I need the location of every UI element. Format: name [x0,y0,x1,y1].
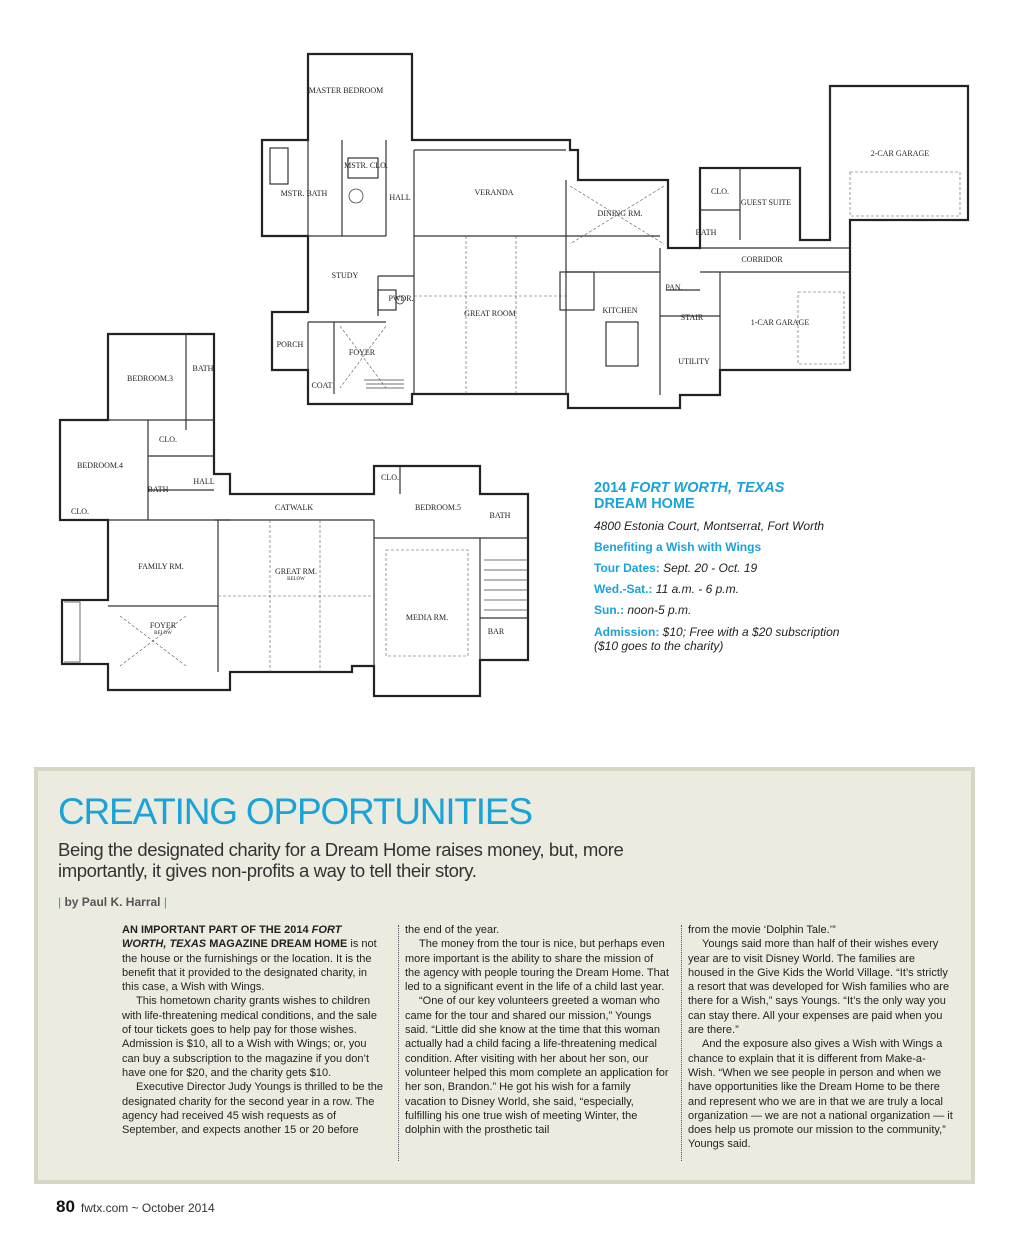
paragraph: This hometown charity grants wishes to children with life-threatening medical conditions, and the sale of tour tickets goes to help pay for those wishes. Admission is $10, all to a Wish with Wings; or, you can buy a subscription to the magazine if you don’t have one for $20, and the charity gets $10. [122,995,377,1079]
room-label: BELOW [154,631,172,636]
info-title: 2014 FORT WORTH, TEXAS [594,480,785,496]
article-column-3 [688,923,953,1152]
info-tour-dates: Tour Dates: Sept. 20 - Oct. 19 [594,561,758,575]
room-label: CATWALK [274,503,314,512]
info-wed-sat: Wed.-Sat.: 11 a.m. - 6 p.m. [594,582,739,596]
room-label: BATH [192,364,214,373]
room-label: CLO. [71,507,89,516]
dream-home-info [594,480,884,653]
room-label: DINING RM. [597,209,643,218]
paragraph: AN IMPORTANT PART OF THE 2014 FORT WORTH, TEXAS MAGAZINE DREAM HOME is not the house or the furnishings or the location. It is the benefit that it provided to the designated charity, in this case, a Wish with Wings. [122,924,377,994]
room-label: MASTER BEDROOM [308,86,384,95]
room-label: CLO. [381,473,399,482]
room-label: HALL [193,477,215,486]
room-label: BEDROOM.3 [126,374,174,383]
room-label: UTILITY [678,357,710,366]
info-admission: Admission: $10; Free with a $20 subscription ($10 goes to the charity) [594,625,840,653]
paragraph: Executive Director Judy Youngs is thrilled to be the designated charity for the second year in a row. The agency had received 45 wish requests as of September, and expects another 15 or 20 before [122,1081,384,1137]
room-label: FAMILY RM. [138,562,184,571]
room-label: 1-CAR GARAGE [750,318,810,327]
room-label: BAR [487,627,505,636]
room-label: HALL [389,193,411,202]
room-label: MSTR. CLO. [344,161,388,170]
room-label: GREAT ROOM [464,309,516,318]
room-label: CORRIDOR [741,255,783,264]
room-label: CLO. [711,187,729,196]
room-label: BELOW [287,577,305,582]
column-rule [681,925,682,1161]
room-label: PWDR. [388,294,414,303]
paragraph: “One of our key volunteers greeted a woman who came for the tour and shared our mission,” Youngs said. “Little did she know at the time that this woman actually had a child facing a life-threatening medical condition. After visiting with her about her son, our volunteer helped this mom complete an application for her son, Brandon.” He got his wish for a family vacation to Disney World, she said, “especially, fulfilling his one true wish of meeting Winter, the dolphin with the prosthetic tail [405,995,669,1137]
article-deck: Being the designated charity for a Dream Home raises money, but, more importantly, it gives non-profits a way to tell their story. [58,839,624,881]
room-label: 2-CAR GARAGE [870,149,930,158]
room-label: PAN. [665,283,683,292]
room-label: BEDROOM.5 [414,503,462,512]
article-column-2 [405,923,670,1137]
article-byline: | by Paul K. Harral | [58,895,167,909]
room-label: COAT [311,381,333,390]
page-number: 80 [56,1197,75,1216]
paragraph: And the exposure also gives a Wish with Wings a chance to explain that it is different from Make-a-Wish. “When we see people in person and when we have opportunities like the Dream Home to be there and represent who we are in that we are truly a local organization — we are not a national organization — it does help us promote our mission to the community,” Youngs said. [688,1038,953,1151]
page-footer [56,1197,215,1217]
room-label: GREAT RM. [274,567,318,576]
footer-text: fwtx.com ~ October 2014 [80,1201,215,1215]
room-label: BATH [147,485,169,494]
article-box [34,767,975,1184]
column-rule [398,925,399,1161]
room-label: STAIR [680,313,704,322]
info-address: 4800 Estonia Court, Montserrat, Fort Worth [594,519,825,533]
room-label: PORCH [276,340,304,349]
paragraph: from the movie ‘Dolphin Tale.’” [688,924,836,936]
room-label: KITCHEN [602,306,638,315]
room-label: MSTR. BATH [280,189,328,198]
info-title-2: DREAM HOME [594,496,695,512]
paragraph: Youngs said more than half of their wishes every year are to visit Disney World. The families are housed in the Give Kids the World Village. “It’s strictly a resort that was developed for Wish families who are there for a Wish,” says Youngs. “It’s the only way you can stay there. All your expenses are paid when you are there.” [688,938,950,1037]
info-sun: Sun.: noon-5 p.m. [594,603,692,617]
article-headline: CREATING OPPORTUNITIES [58,791,532,832]
room-label: FOYER [149,621,177,630]
room-label: VERANDA [474,188,514,197]
room-label: MEDIA RM. [405,613,449,622]
info-benefit: Benefiting a Wish with Wings [594,540,762,554]
room-label: FOYER [348,348,376,357]
room-label: STUDY [331,271,359,280]
room-label: BEDROOM.4 [76,461,124,470]
room-label: CLO. [159,435,177,444]
room-label: BATH [489,511,511,520]
paragraph: the end of the year. [405,924,500,936]
room-label: GUEST SUITE [740,198,792,207]
room-label: BATH [695,228,717,237]
paragraph: The money from the tour is nice, but perhaps even more important is the ability to share the mission of the agency with people touring the Dream Home. That led to a significant event in the life of a child last year. [405,938,669,994]
article-column-1 [122,923,387,1137]
